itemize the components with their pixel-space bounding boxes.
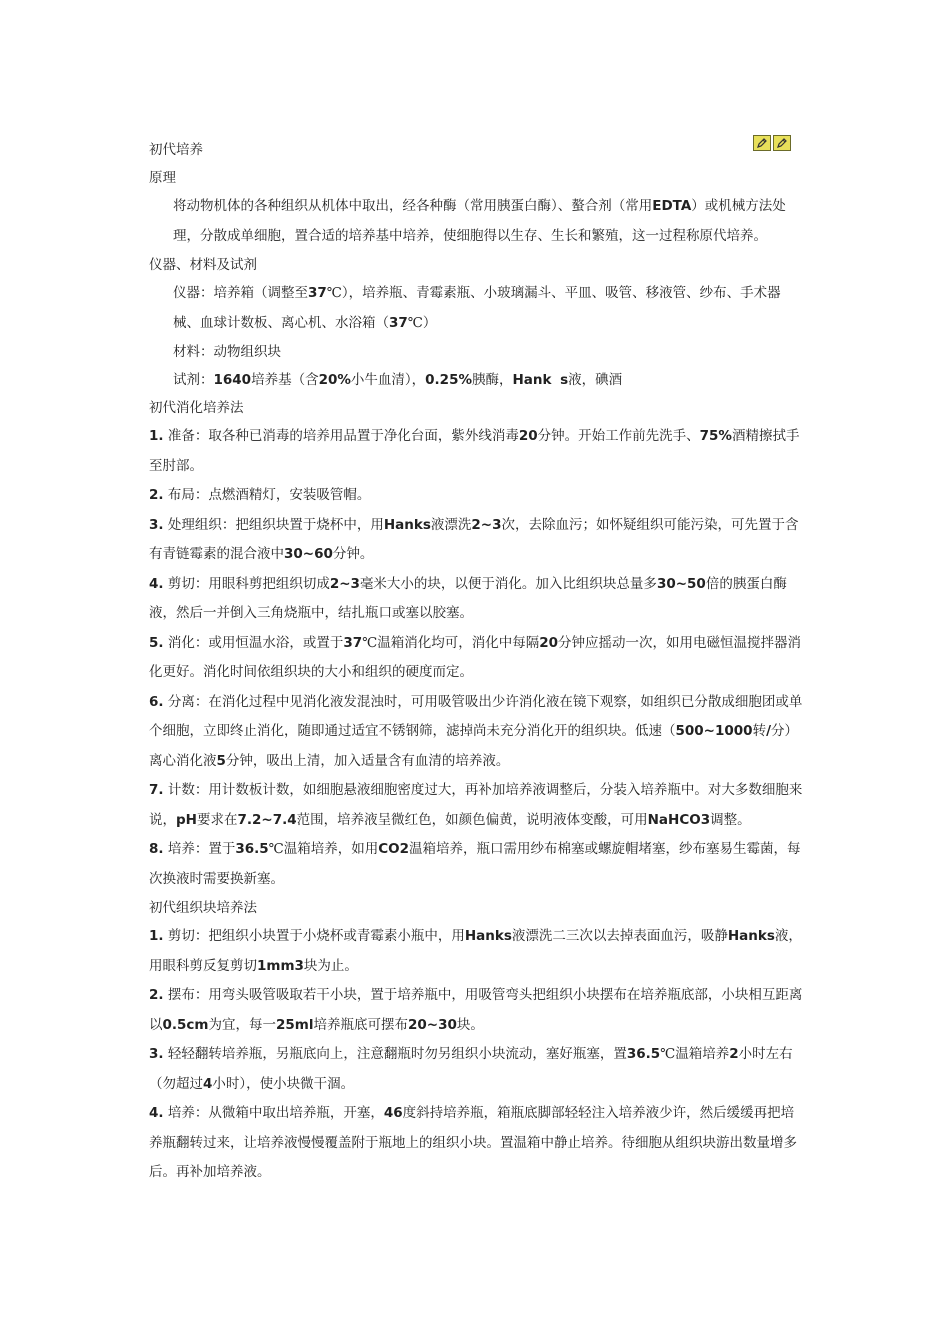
digestion-heading: 初代消化培养法 <box>149 400 244 416</box>
tissue-steps <box>149 922 805 1188</box>
digestion-step: 7. 计数：用计数板计数，如细胞悬液细胞密度过大，再补加培养液调整后，分装入培养瓶中。对大多数细胞来说，pH要求在7.2~7.4范围，培养液呈微红色，如颜色偏黄，说明液体变酸，可用NaHCO3调整。 <box>149 782 803 828</box>
tissue-heading: 初代组织块培养法 <box>149 900 257 916</box>
tissue-step: 2. 摆布：用弯头吸管吸取若干小块，置于培养瓶中，用吸管弯头把组织小块摆布在培养瓶底部，小块相互距离以0.5cm为宜，每一25ml培养瓶底可摆布20~30块。 <box>149 987 803 1033</box>
digestion-step: 6. 分离：在消化过程中见消化液发混浊时，可用吸管吸出少许消化液在镜下观察，如组织已分散成细胞团或单个细胞，立即终止消化，随即通过适宜不锈钢筛，滤掉尚未充分消化开的组织块。低速（500~1000转/分）离心消化液5分钟，吸出上清，加入适量含有血清的培养液。 <box>149 693 803 769</box>
instruments-paragraph: 仪器：培养箱（调整至37℃），培养瓶、青霉素瓶、小玻璃漏斗、平皿、吸管、移液管、纱布、手术器械、血球计数板、离心机、水浴箱（37℃） <box>173 285 781 331</box>
digestion-step: 3. 处理组织：把组织块置于烧杯中，用Hanks液漂洗2~3次，去除血污；如怀疑组织可能污染，可先置于含有青链霉素的混合液中30~60分钟。 <box>149 516 799 562</box>
digestion-step: 2. 布局：点燃酒精灯，安装吸管帽。 <box>149 487 371 503</box>
digestion-step: 8. 培养：置于36.5℃温箱培养，如用CO2温箱培养，瓶口需用纱布棉塞或螺旋帽堵塞，纱布塞易生霉菌，每次换液时需要换新塞。 <box>149 841 801 887</box>
document-title: 初代培养 <box>149 142 203 158</box>
digestion-step: 5. 消化：或用恒温水浴，或置于37℃温箱消化均可，消化中每隔20分钟应摇动一次，如用电磁恒温搅拌器消化更好。消化时间依组织块的大小和组织的硬度而定。 <box>149 634 802 680</box>
tissue-step: 1. 剪切：把组织小块置于小烧杯或青霉素小瓶中，用Hanks液漂洗二三次以去掉表面血污，吸静Hanks液，用眼科剪反复剪切1mm3块为止。 <box>149 928 802 974</box>
materials-heading: 仪器、材料及试剂 <box>149 257 257 273</box>
tissue-step: 3. 轻轻翻转培养瓶，另瓶底向上，注意翻瓶时勿另组织小块流动，塞好瓶塞，置36.5℃温箱培养2小时左右（勿超过4小时），使小块微干涸。 <box>149 1046 793 1092</box>
material-line: 材料：动物组织块 <box>173 344 281 360</box>
digestion-step: 4. 剪切：用眼科剪把组织切成2~3毫米大小的块，以便于消化。加入比组织块总量多30~50倍的胰蛋白酶液，然后一并倒入三角烧瓶中，结扎瓶口或塞以胶塞。 <box>149 575 787 621</box>
digestion-steps <box>149 422 805 894</box>
tissue-step: 4. 培养：从微箱中取出培养瓶，开塞，46度斜持培养瓶，箱瓶底脚部轻轻注入培养液少许，然后缓缓再把培养瓶翻转过来，让培养液慢慢覆盖附于瓶地上的组织小块。置温箱中静止培养。待细胞从组织块游出数量增多后。再补加培养液。 <box>149 1105 797 1180</box>
principle-heading: 原理 <box>149 170 176 186</box>
digestion-step: 1. 准备：取各种已消毒的培养用品置于净化台面，紫外线消毒20分钟。开始工作前先洗手、75%酒精擦拭手至肘部。 <box>149 428 800 474</box>
document-content <box>149 136 805 1188</box>
principle-paragraph: 将动物机体的各种组织从机体中取出，经各种酶（常用胰蛋白酶）、螯合剂（常用EDTA）或机械方法处理，分散成单细胞，置合适的培养基中培养，使细胞得以生存、生长和繁殖，这一过程称原代培养。 <box>173 198 786 244</box>
reagents-line: 试剂：1640培养基（含20%小牛血清），0.25%胰酶，Hank s液，碘酒 <box>173 372 623 388</box>
